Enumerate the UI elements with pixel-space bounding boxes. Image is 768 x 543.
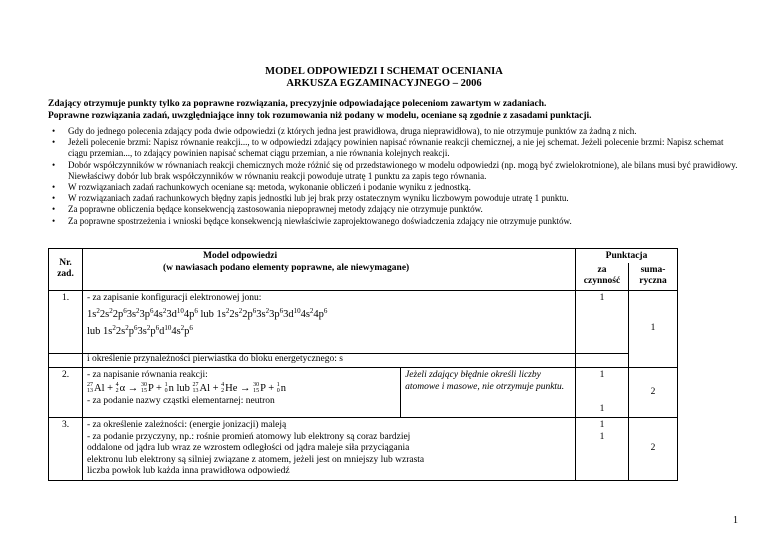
bullet-icon: • <box>52 137 56 148</box>
points-empty <box>576 353 629 368</box>
bullet-icon: • <box>52 215 56 226</box>
table-row <box>49 290 678 353</box>
rule-text: Gdy do jednego polecenia zdający poda dwie odpowiedzi (z których jedna jest prawidłowa, druga nieprawidłowa), to nie otrzymuje punktów za żadną z nich. <box>68 126 637 136</box>
bullet-icon: • <box>52 193 56 204</box>
answer-line: - za zapisanie konfiguracji elektronowej jonu: <box>87 292 262 303</box>
answer-line: - za podanie nazwy cząstki elementarnej: neutron <box>87 395 275 406</box>
rule-text: Za poprawne spostrzeżenia i wnioski będące konsekwencją niewłaściwie zaprojektowanego doświadczenia zdający nie otrzymuje punktów. <box>68 215 572 226</box>
rule-text: Za poprawne obliczenia będące konsekwencją zastosowania niepoprawnej metody zdający nie otrzymuje punktów. <box>68 204 483 215</box>
task-answer <box>83 290 576 353</box>
rule-item <box>48 126 738 137</box>
answer-line: - za napisanie równania reakcji: <box>87 370 208 380</box>
rule-item <box>48 216 738 227</box>
points-value: 1 <box>599 292 605 303</box>
table-row <box>49 368 678 418</box>
scoring-rules-list <box>48 126 738 227</box>
rule-item <box>48 182 738 193</box>
grading-note: Jeżeli zdający błędnie określi liczby atomowe i masowe, nie otrzymuje punktu. <box>401 368 576 418</box>
rule-item <box>48 193 738 204</box>
points-total: 2 <box>629 418 678 481</box>
header-nr: Nr. zad. <box>49 249 83 291</box>
answer-model-table <box>48 248 678 481</box>
answer-line: i określenie przynależności pierwiastka do bloku energetycznego: s <box>83 353 576 368</box>
header-model-subtitle: (w nawiasach podano elementy poprawne, ale niewymagane) <box>163 262 410 273</box>
points-value: 1 <box>599 420 605 430</box>
electron-configuration-formula: $1s^22s^22p^63s^23p^64s^23d^{10}4p^6$ lub $1s^22s^22p^63s^23p^63d^{10}4s^24p^6$ <box>87 307 328 320</box>
points-activity <box>576 290 629 353</box>
rule-text: W rozwiązaniach zadań rachunkowych błędny zapis jednostki lub jej brak przy ostatecznym wyniku liczbowym powoduje utratę 1 punktu. <box>68 193 569 204</box>
intro-line2: Poprawne rozwiązania zadań, uwzględniające inny tok rozumowania niż podany w modelu, oceniane są zgodnie z zasadami punktacji. <box>48 111 592 121</box>
electron-configuration-short: lub $1s^22s^2p^63s^2p^6d^{10}4s^2p^6$ <box>87 324 193 337</box>
bullet-icon: • <box>52 182 56 193</box>
task-number: 2. <box>49 368 83 418</box>
points-value: 1 <box>599 431 605 442</box>
page-number: 1 <box>733 515 738 526</box>
header-sumaryczna: suma-ryczna <box>629 263 678 291</box>
document-title-line2: ARKUSZA EGZAMINACYJNEGO – 2006 <box>286 78 482 89</box>
document-title-line1: MODEL ODPOWIEDZI I SCHEMAT OCENIANIA <box>265 66 503 77</box>
bullet-icon: • <box>52 159 56 170</box>
header-model-title: Model odpowiedzi <box>203 251 278 261</box>
table-header-row <box>49 249 678 263</box>
rule-item <box>48 137 738 159</box>
table-row-continuation <box>49 353 678 368</box>
points-value: 1 <box>599 370 605 380</box>
points-total: 2 <box>629 368 678 418</box>
points-activity <box>576 418 629 481</box>
or-word: lub <box>176 382 190 394</box>
header-model <box>83 249 576 291</box>
task-answer: - za określenie zależności: (energie jonizacji) maleją - za podanie przyczyny, np.: rośnie promień atomowy lub elektrony są coraz bardziej oddalone od jądra lub wraz ze wzrostem odległości od jądra maleje siła przyciągania elektronu lub elektrony są silniej związane z atomem, jeżeli jest on mniejszy lub wzrasta liczba powłok lub każda inna prawidłowa odpowiedź <box>83 418 576 481</box>
points-activity <box>576 368 629 418</box>
task-number-empty <box>49 353 83 368</box>
rule-text: W rozwiązaniach zadań rachunkowych oceniane są: metoda, wykonanie obliczeń i podanie wyniku z jednostką. <box>68 182 471 193</box>
header-za-czynnosc: za czynność <box>576 263 629 291</box>
rule-text: Dobór współczynników w równaniach reakcji chemicznych może różnić się od przedstawionego w modelu odpowiedzi (np. mogą być zwielokrotnione), ale bilans musi być prawidłowy. Niewłaściwy dobór lub brak współczynników w równaniu reakcji powoduje utratę 1 punktu za zapis tego równania. <box>68 159 738 181</box>
rule-item <box>48 204 738 215</box>
task-number: 3. <box>49 418 83 481</box>
points-total: 1 <box>629 290 678 368</box>
rule-text: Jeżeli polecenie brzmi: Napisz równanie reakcji..., to w odpowiedzi zdający powinien napisać równanie reakcji chemicznej, a nie jej schemat. Jeżeli polecenie brzmi: Napisz schemat ciągu przemian..., to zdający powinien napisać schemat ciągu przemian, a nie równania kolejnych reakcji. <box>68 137 724 159</box>
task-number: 1. <box>49 290 83 353</box>
nuclear-reaction-equation: 27 13 Al + 4 2 α → 30 15 P + 1 0 n lub 27 13 Al + 4 2 He → 30 15 P + 1 0 n <box>87 382 287 395</box>
header-punktacja: Punktacja <box>576 249 678 263</box>
bullet-icon: • <box>52 204 56 215</box>
bullet-icon: • <box>52 126 56 136</box>
intro-line1: Zdający otrzymuje punkty tylko za poprawne rozwiązania, precyzyjnie odpowiadające poleceniom zawartym w zadaniach. <box>48 99 547 109</box>
task-answer <box>83 368 401 418</box>
rule-item <box>48 160 738 182</box>
table-row <box>49 418 678 481</box>
points-value: 1 <box>599 403 605 414</box>
